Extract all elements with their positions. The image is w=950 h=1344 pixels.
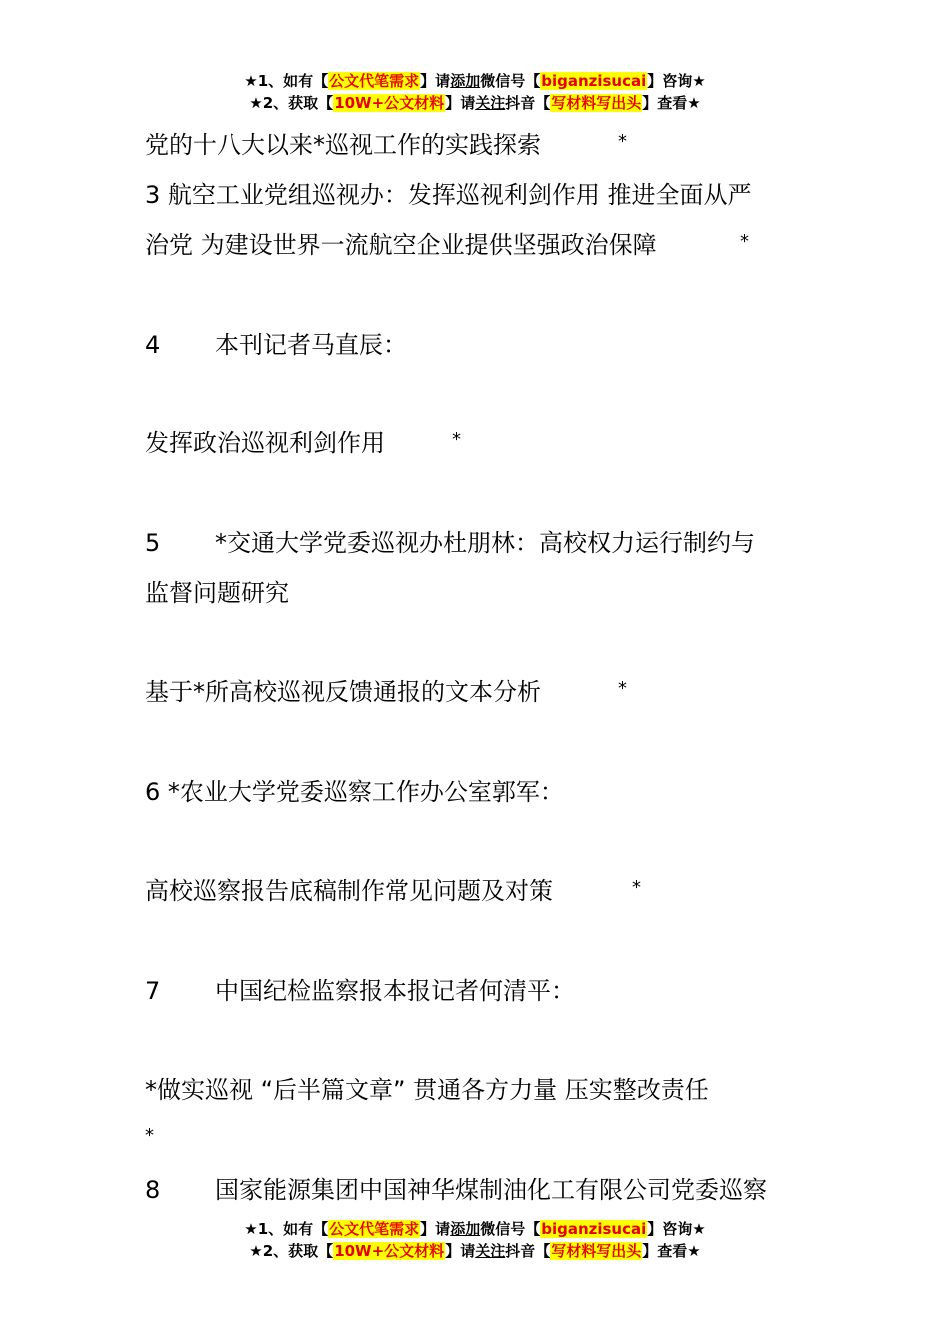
banner-underline: 关注 [475, 94, 506, 112]
banner-text: 】查看★ [642, 94, 701, 112]
doc-line: 发挥政治巡视利剑作用 [145, 429, 385, 457]
banner-text: 抖音【 [505, 94, 551, 112]
banner-underline: 添加 [450, 72, 481, 90]
item-number: 5 [145, 529, 161, 557]
banner-line-2 [0, 92, 950, 114]
banner-line-2 [0, 1240, 950, 1262]
doc-line: 8 国家能源集团中国神华煤制油化工有限公司党委巡察 [145, 1176, 767, 1204]
bottom-banner [0, 1218, 950, 1262]
doc-line: *做实巡视 “后半篇文章” 贯通各方力量 压实整改责任 [145, 1076, 709, 1104]
asterisk-mark: * [618, 131, 627, 152]
asterisk-mark: * [618, 678, 627, 699]
banner-highlight: 公文代笔需求 [329, 1220, 420, 1238]
doc-line: 基于*所高校巡视反馈通报的文本分析 [145, 678, 541, 706]
banner-underline: 添加 [450, 1220, 481, 1238]
banner-text: 抖音【 [505, 1242, 551, 1260]
banner-highlight: 写材料写出头 [551, 1242, 642, 1260]
doc-line: 4 本刊记者马直辰： [145, 331, 407, 359]
banner-highlight: 10W+公文材料 [334, 94, 445, 112]
banner-highlight: biganzisucai [541, 1220, 647, 1238]
doc-line: 党的十八大以来*巡视工作的实践探索 [145, 131, 541, 159]
banner-text: ★1、如有【 [244, 72, 329, 90]
asterisk-mark: * [740, 231, 749, 252]
asterisk-mark: * [452, 429, 461, 450]
banner-text: 】咨询★ [647, 72, 706, 90]
asterisk-mark: * [145, 1125, 154, 1146]
banner-highlight: 公文代笔需求 [329, 72, 420, 90]
banner-line-1 [0, 70, 950, 92]
doc-line: 监督问题研究 [145, 579, 289, 607]
top-banner [0, 70, 950, 114]
banner-text: 】查看★ [642, 1242, 701, 1260]
banner-highlight: biganzisucai [541, 72, 647, 90]
banner-text: 】请 [420, 1220, 451, 1238]
doc-line: 7 中国纪检监察报本报记者何清平： [145, 977, 575, 1005]
doc-line: 6 *农业大学党委巡察工作办公室郭军： [145, 778, 564, 806]
item-number: 4 [145, 331, 161, 359]
banner-text: 微信号【 [480, 72, 541, 90]
banner-highlight: 写材料写出头 [551, 94, 642, 112]
banner-text: ★1、如有【 [244, 1220, 329, 1238]
doc-line: 高校巡察报告底稿制作常见问题及对策 [145, 877, 553, 905]
banner-text: 微信号【 [480, 1220, 541, 1238]
banner-text: 】咨询★ [647, 1220, 706, 1238]
doc-line: 3 航空工业党组巡视办：发挥巡视利剑作用 推进全面从严 [145, 181, 752, 209]
item-number: 7 [145, 977, 161, 1005]
doc-line: 5 *交通大学党委巡视办杜朋林：高校权力运行制约与 [145, 529, 755, 557]
doc-line: 治党 为建设世界一流航空企业提供坚强政治保障 [145, 231, 657, 259]
banner-text: 】请 [445, 1242, 476, 1260]
banner-text: 】请 [420, 72, 451, 90]
asterisk-mark: * [632, 877, 641, 898]
banner-highlight: 10W+公文材料 [334, 1242, 445, 1260]
banner-underline: 关注 [475, 1242, 506, 1260]
banner-text: ★2、获取【 [249, 94, 334, 112]
banner-text: 】请 [445, 94, 476, 112]
banner-line-1 [0, 1218, 950, 1240]
item-number: 8 [145, 1176, 161, 1204]
banner-text: ★2、获取【 [249, 1242, 334, 1260]
